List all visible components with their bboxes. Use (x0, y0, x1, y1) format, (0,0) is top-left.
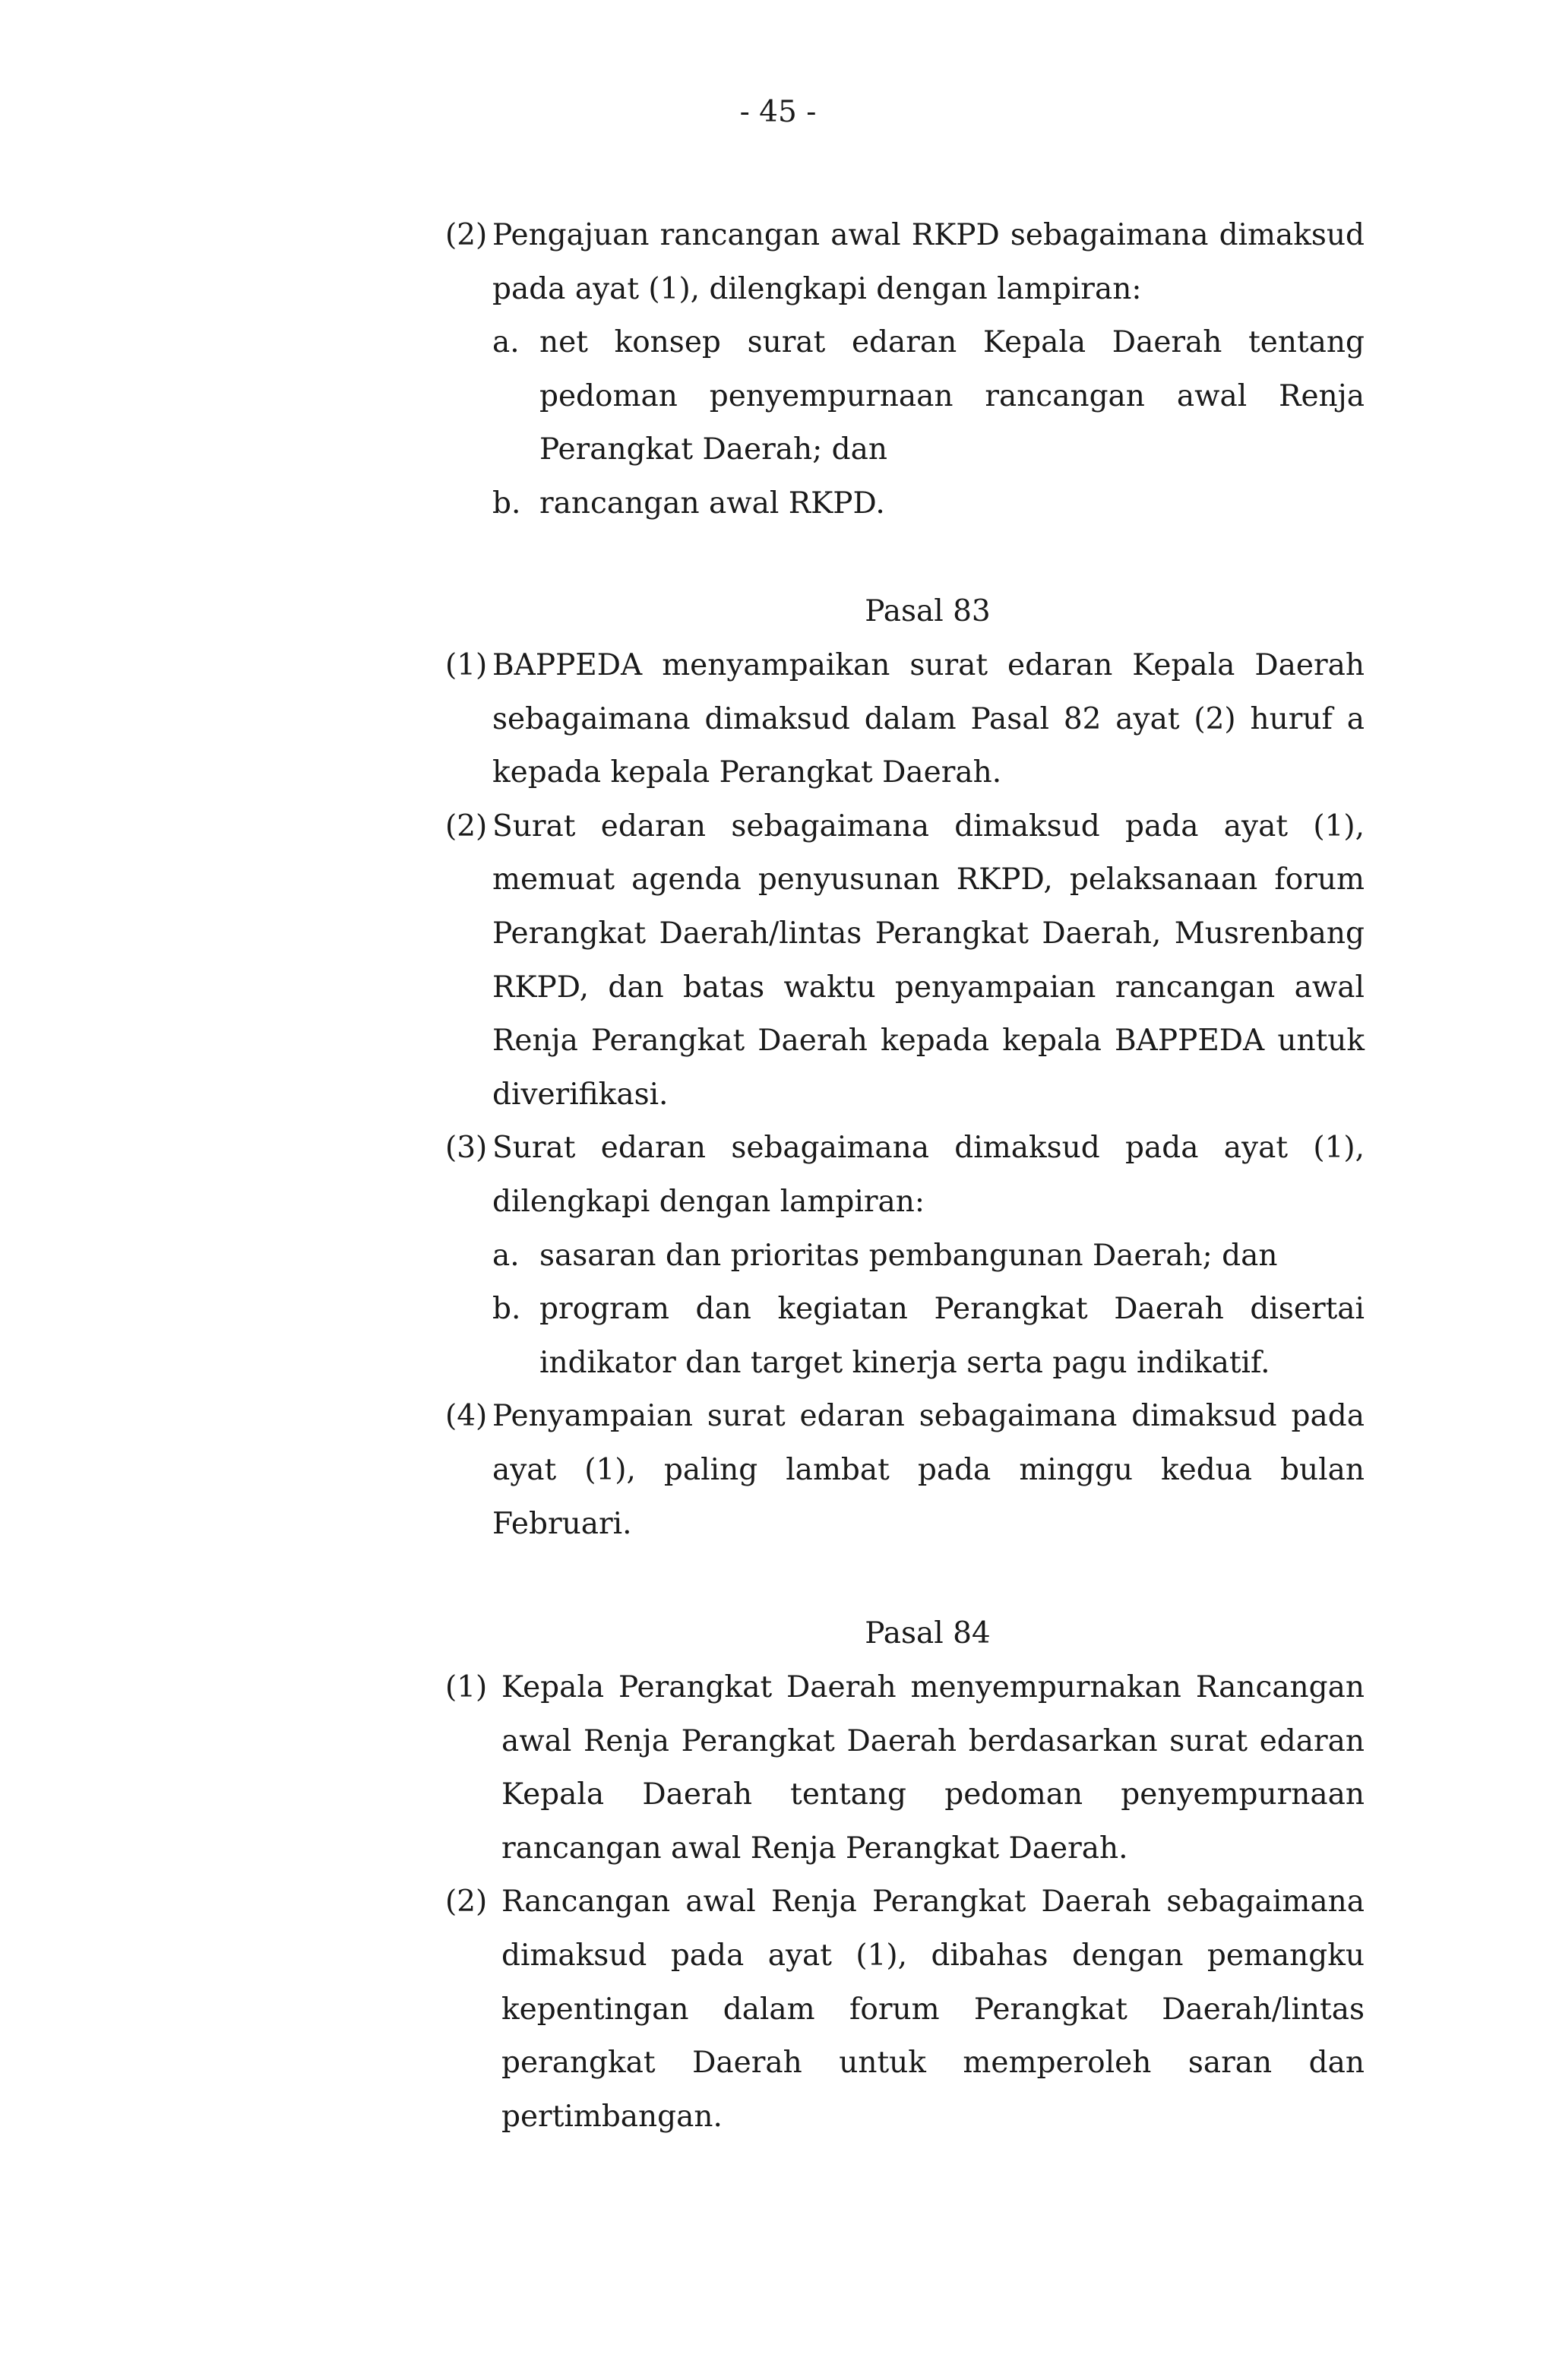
article-item (445, 1875, 1365, 2144)
article-item (445, 1661, 1365, 1875)
sub-item-text: net konsep surat edaran Kepala Daerah tentang pedoman penyempurnaan rancangan awal Renja Perangkat Daerah; dan (539, 325, 1365, 467)
article-heading: Pasal 84 (865, 1616, 991, 1650)
article-item (445, 800, 1365, 1122)
sub-item-text: rancangan awal RKPD. (539, 486, 885, 521)
item-text: BAPPEDA menyampaikan surat edaran Kepala Daerah sebagaimana dimaksud dalam Pasal 82 ayat (2) huruf a kepada kepala Perangkat Daerah. (492, 648, 1365, 790)
sub-item-text: sasaran dan prioritas pembangunan Daerah; dan (539, 1238, 1278, 1273)
sub-item (492, 1283, 1365, 1390)
sub-item-letter: b. (492, 486, 521, 521)
item-number: (1) (445, 1670, 488, 1704)
item-number: (4) (445, 1399, 488, 1434)
item-text: Rancangan awal Renja Perangkat Daerah sebagaimana dimaksud pada ayat (1), dibahas dengan pemangku kepentingan dalam forum Perangkat Daerah/lintas perangkat Daerah untuk memperoleh saran dan pertimbangan. (501, 1885, 1365, 2134)
article-item (445, 639, 1365, 800)
article-heading: Pasal 83 (865, 594, 991, 628)
item-number: (1) (445, 648, 488, 682)
pasal-82-continuation (445, 209, 1365, 531)
sub-item (492, 1230, 1365, 1283)
sub-item-letter: b. (492, 1292, 521, 1327)
article-item (445, 1390, 1365, 1551)
page-number: - 45 - (739, 95, 817, 129)
sub-item (492, 316, 1365, 477)
pasal-84-body (445, 1661, 1365, 2144)
sub-item-letter: a. (492, 325, 520, 360)
item-text: Kepala Perangkat Daerah menyempurnakan Rancangan awal Renja Perangkat Daerah berdasarkan surat edaran Kepala Daerah tentang pedoman penyempurnaan rancangan awal Renja Perangkat Daerah. (501, 1670, 1365, 1866)
item-number: (2) (445, 218, 488, 252)
item-text: Penyampaian surat edaran sebagaimana dimaksud pada ayat (1), paling lambat pada minggu kedua bulan Februari. (492, 1399, 1365, 1541)
item-text: Surat edaran sebagaimana dimaksud pada ayat (1), memuat agenda penyusunan RKPD, pelaksanaan forum Perangkat Daerah/lintas Perangkat Daerah, Musrenbang RKPD, dan batas waktu penyampaian rancangan awal Renja Perangkat Daerah kepada kepala BAPPEDA untuk diverifikasi. (492, 809, 1365, 1112)
item-number: (3) (445, 1131, 488, 1166)
item-text: Pengajuan rancangan awal RKPD sebagaimana dimaksud pada ayat (1), dilengkapi dengan lampiran: (492, 218, 1365, 306)
item-number: (2) (445, 809, 488, 843)
sub-item-text: program dan kegiatan Perangkat Daerah disertai indikator dan target kinerja serta pagu indikatif. (539, 1292, 1365, 1380)
pasal-83-body (445, 639, 1365, 1551)
sub-item-letter: a. (492, 1238, 520, 1273)
item-text: Surat edaran sebagaimana dimaksud pada ayat (1), dilengkapi dengan lampiran: (492, 1131, 1365, 1219)
article-item (445, 1122, 1365, 1229)
article-item (445, 209, 1365, 316)
sub-item (492, 477, 1365, 531)
item-number: (2) (445, 1885, 488, 1920)
